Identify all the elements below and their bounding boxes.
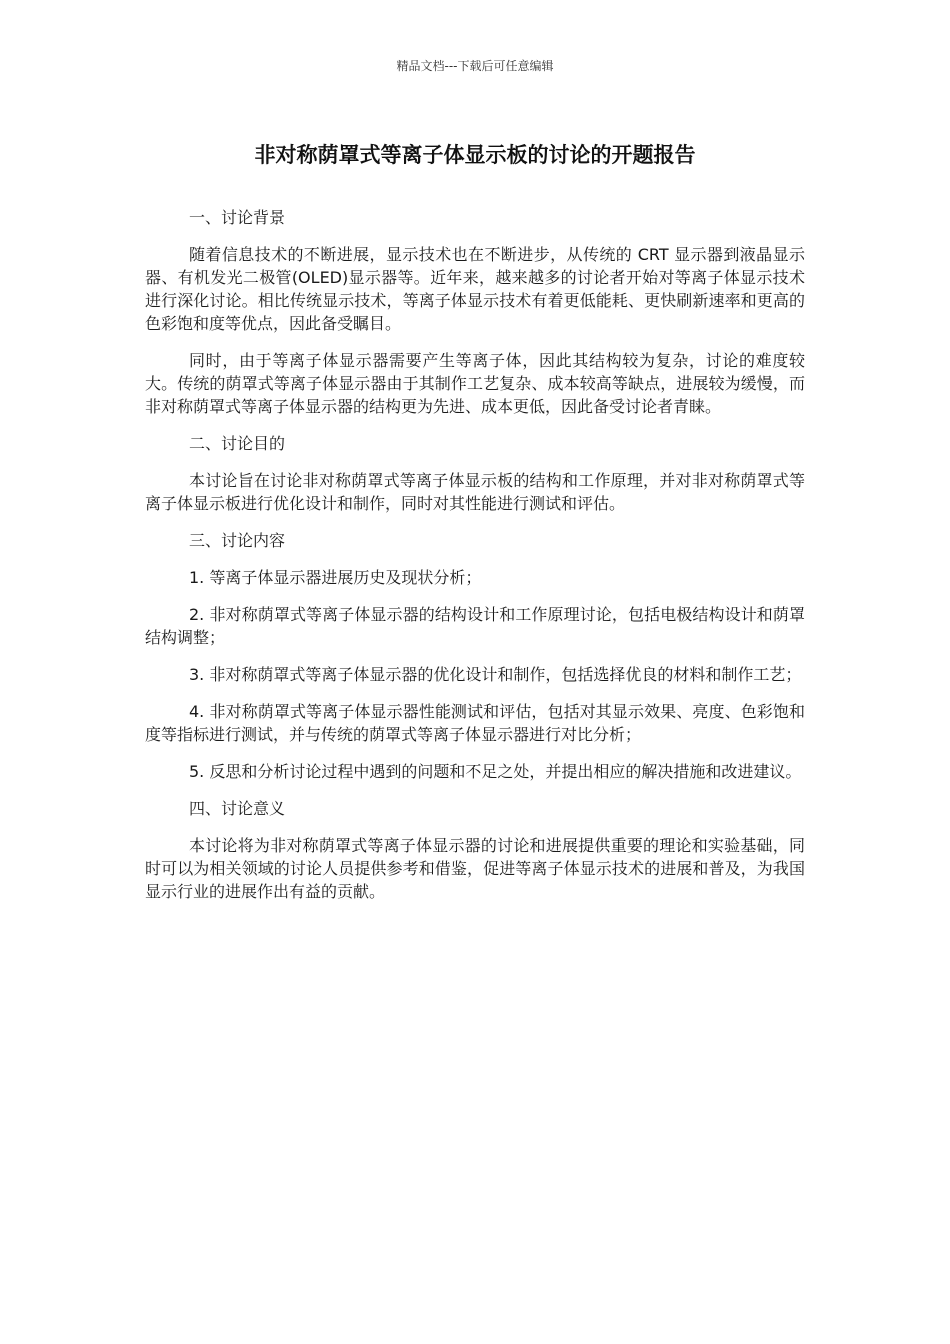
list-item: 3. 非对称荫罩式等离子体显示器的优化设计和制作，包括选择优良的材料和制作工艺； xyxy=(189,665,802,684)
paragraph: 同时，由于等离子体显示器需要产生等离子体，因此其结构较为复杂，讨论的难度较大。传统的荫罩式等离子体显示器由于其制作工艺复杂、成本较高等缺点，进展较为缓慢，而非对称荫罩式等离子体显示器的结构更为先进、成本更低，因此备受讨论者青睐。 xyxy=(145,351,805,416)
paragraph: 本讨论旨在讨论非对称荫罩式等离子体显示板的结构和工作原理，并对非对称荫罩式等离子体显示板进行优化设计和制作，同时对其性能进行测试和评估。 xyxy=(145,471,805,513)
document-body xyxy=(145,206,805,917)
list-item: 2. 非对称荫罩式等离子体显示器的结构设计和工作原理讨论，包括电极结构设计和荫罩结构调整； xyxy=(145,605,805,647)
list-item: 4. 非对称荫罩式等离子体显示器性能测试和评估，包括对其显示效果、亮度、色彩饱和度等指标进行测试，并与传统的荫罩式等离子体显示器进行对比分析； xyxy=(145,702,805,744)
paragraph: 本讨论将为非对称荫罩式等离子体显示器的讨论和进展提供重要的理论和实验基础，同时可以为相关领域的讨论人员提供参考和借鉴，促进等离子体显示技术的进展和普及，为我国显示行业的进展作出有益的贡献。 xyxy=(145,836,805,901)
section-heading-purpose: 二、讨论目的 xyxy=(189,434,286,453)
list-item: 5. 反思和分析讨论过程中遇到的问题和不足之处，并提出相应的解决措施和改进建议。 xyxy=(189,762,802,781)
section-heading-significance: 四、讨论意义 xyxy=(189,799,286,818)
section-heading-content: 三、讨论内容 xyxy=(189,531,286,550)
section-heading-background: 一、讨论背景 xyxy=(189,208,286,227)
paragraph: 随着信息技术的不断进展，显示技术也在不断进步，从传统的 CRT 显示器到液晶显示器、有机发光二极管(OLED)显示器等。近年来，越来越多的讨论者开始对等离子体显示技术进行深化讨论。相比传统显示技术，等离子体显示技术有着更低能耗、更快刷新速率和更高的色彩饱和度等优点，因此备受瞩目。 xyxy=(145,245,805,333)
header-note: 精品文档---下载后可任意编辑 xyxy=(396,59,554,73)
list-item: 1. 等离子体显示器进展历史及现状分析； xyxy=(189,568,482,587)
document-title: 非对称荫罩式等离子体显示板的讨论的开题报告 xyxy=(254,143,696,167)
